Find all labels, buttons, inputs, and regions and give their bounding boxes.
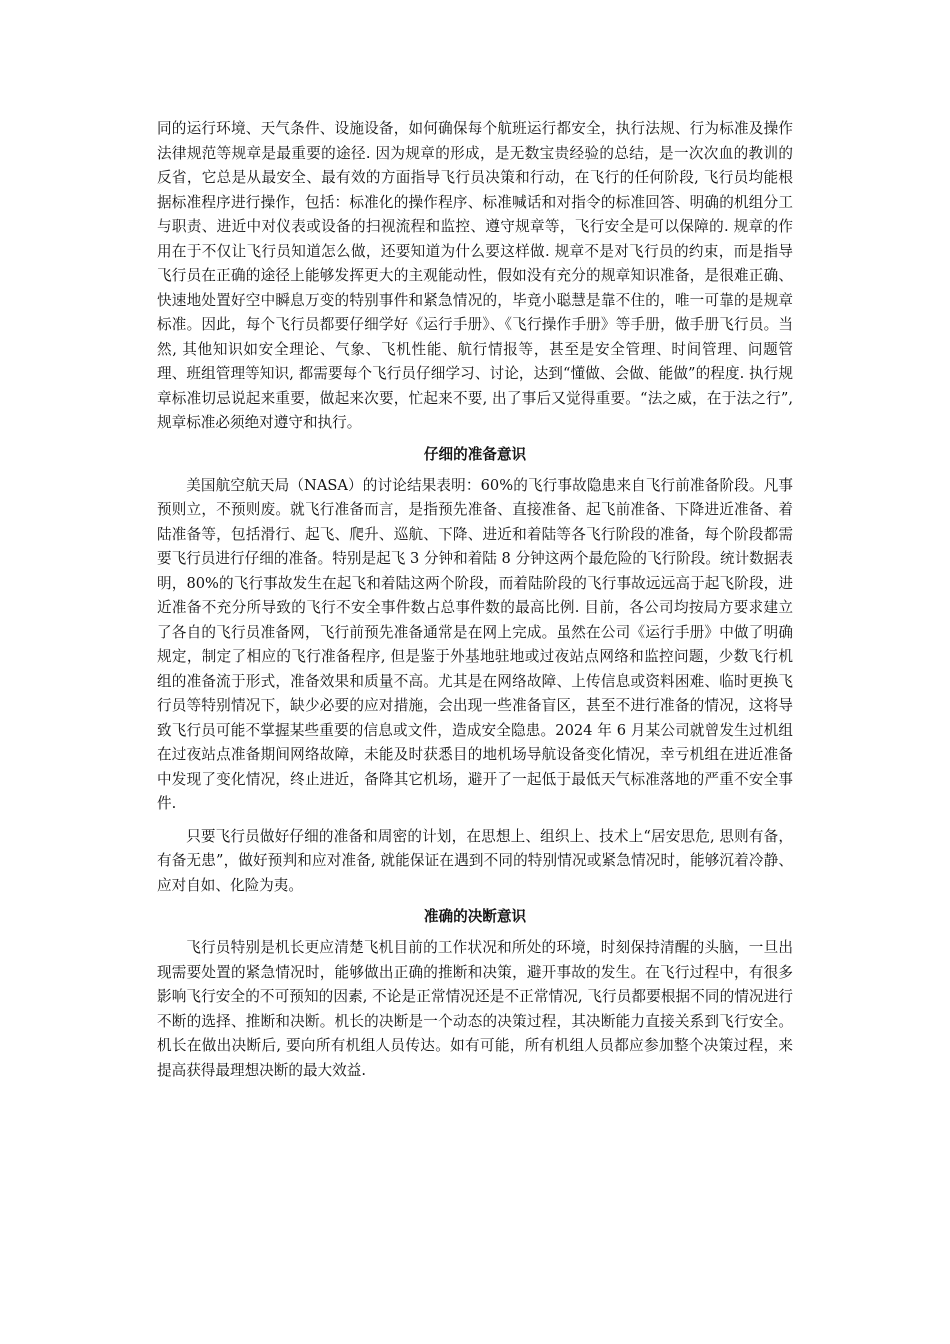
paragraph-decision: 飞行员特别是机长更应清楚飞机目前的工作状况和所处的环境，时刻保持清醒的头脑，一旦出现需要处置的紧急情况时，能够做出正确的推断和决策，避开事故的发生。在飞行过程中，有很多影响飞行安全的不可预知的因素, 不论是正常情况还是不正常情况, 飞行员都要根据不同的情况进行不断的选择、推断和决断。机长的决断是一个动态的决策过程，其决断能力直接关系到飞行安全。机长在做出决断后, 要向所有机组人员传达。如有可能，所有机组人员都应参加整个决策过程，来提高获得最理想决断的最大效益. <box>157 939 793 1079</box>
section-heading-preparation: 仔细的准备意识 <box>423 445 527 463</box>
paragraph-preparation: 美国航空航天局（NASA）的讨论结果表明：60%的飞行事故隐患来自飞行前准备阶段。凡事预则立，不预则废。就飞行准备而言，是指预先准备、直接准备、起飞前准备、下降进近准备、着陆准备等，包括滑行、起飞、爬升、巡航、下降、进近和着陆等各飞行阶段的准备，每个阶段都需要飞行员进行仔细的准备。特别是起飞 3 分钟和着陆 8 分钟这两个最危险的飞行阶段。统计数据表明，80%的飞行事故发生在起飞和着陆这两个阶段，而着陆阶段的飞行事故远远高于起飞阶段，进近准备不充分所导致的飞行不安全事件数占总事件数的最高比例. 目前，各公司均按局方要求建立了各自的飞行员准备网，飞行前预先准备通常是在网上完成。虽然在公司《运行手册》中做了明确规定，制定了相应的飞行准备程序, 但是鉴于外基地驻地或过夜站点网络和监控问题，少数飞行机组的准备流于形式，准备效果和质量不高。尤其是在网络故障、上传信息或资料困难、临时更换飞行员等特别情况下，缺少必要的应对措施，会出现一些准备盲区，甚至不进行准备的情况，这将导致飞行员可能不掌握某些重要的信息或文件，造成安全隐患。2024 年 6 月某公司就曾发生过机组在过夜站点准备期间网络故障，未能及时获悉目的地机场导航设备变化情况，幸亏机组在进近准备中发现了变化情况，终止进近，备降其它机场，避开了一起低于最低天气标准落地的严重不安全事件. <box>157 476 793 812</box>
paragraph-gap <box>157 817 793 825</box>
paragraph-regulations: 同的运行环境、天气条件、设施设备，如何确保每个航班运行都安全，执行法规、行为标准及操作法律规范等规章是最重要的途径. 因为规章的形成，是无数宝贵经验的总结，是一次次血的教训的反省，它总是从最安全、最有效的方面指导飞行员决策和行动，在飞行的任何阶段, 飞行员均能根据标准程序进行操作，包括：标准化的操作程序、标准喊话和对指令的标准回答、明确的机组分工与职责、进近中对仪表或设备的扫视流程和监控、遵守规章等，飞行安全是可以保障的. 规章的作用在于不仅让飞行员知道怎么做，还要知道为什么要这样做. 规章不是对飞行员的约束，而是指导飞行员在正确的途径上能够发挥更大的主观能动性，假如没有充分的规章知识准备，是很难正确、快速地处置好空中瞬息万变的特别事件和紧急情况的，毕竟小聪慧是靠不住的，唯一可靠的是规章标准。因此，每个飞行员都要仔细学好《运行手册》、《飞行操作手册》等手册，做手册飞行员。当然, 其他知识如安全理论、气象、飞机性能、航行情报等，甚至是安全管理、时间管理、问题管理、班组管理等知识, 都需要每个飞行员仔细学习、讨论，达到“懂做、会做、能做”的程度. 执行规章标准切忌说起来重要，做起来次要，忙起来不要, 出了事后又觉得重要。“法之威，在于法之行”, 规章标准必须绝对遵守和执行。 <box>157 120 793 431</box>
document-body <box>157 117 793 1083</box>
paragraph-preparation-summary: 只要飞行员做好仔细的准备和周密的计划，在思想上、组织上、技术上“居安思危, 思则有备，有备无患”，做好预判和应对准备, 就能保证在遇到不同的特别情况或紧急情况时，能够沉着冷静、应对自如、化险为夷。 <box>157 827 793 894</box>
section-heading-decision: 准确的决断意识 <box>423 908 527 925</box>
